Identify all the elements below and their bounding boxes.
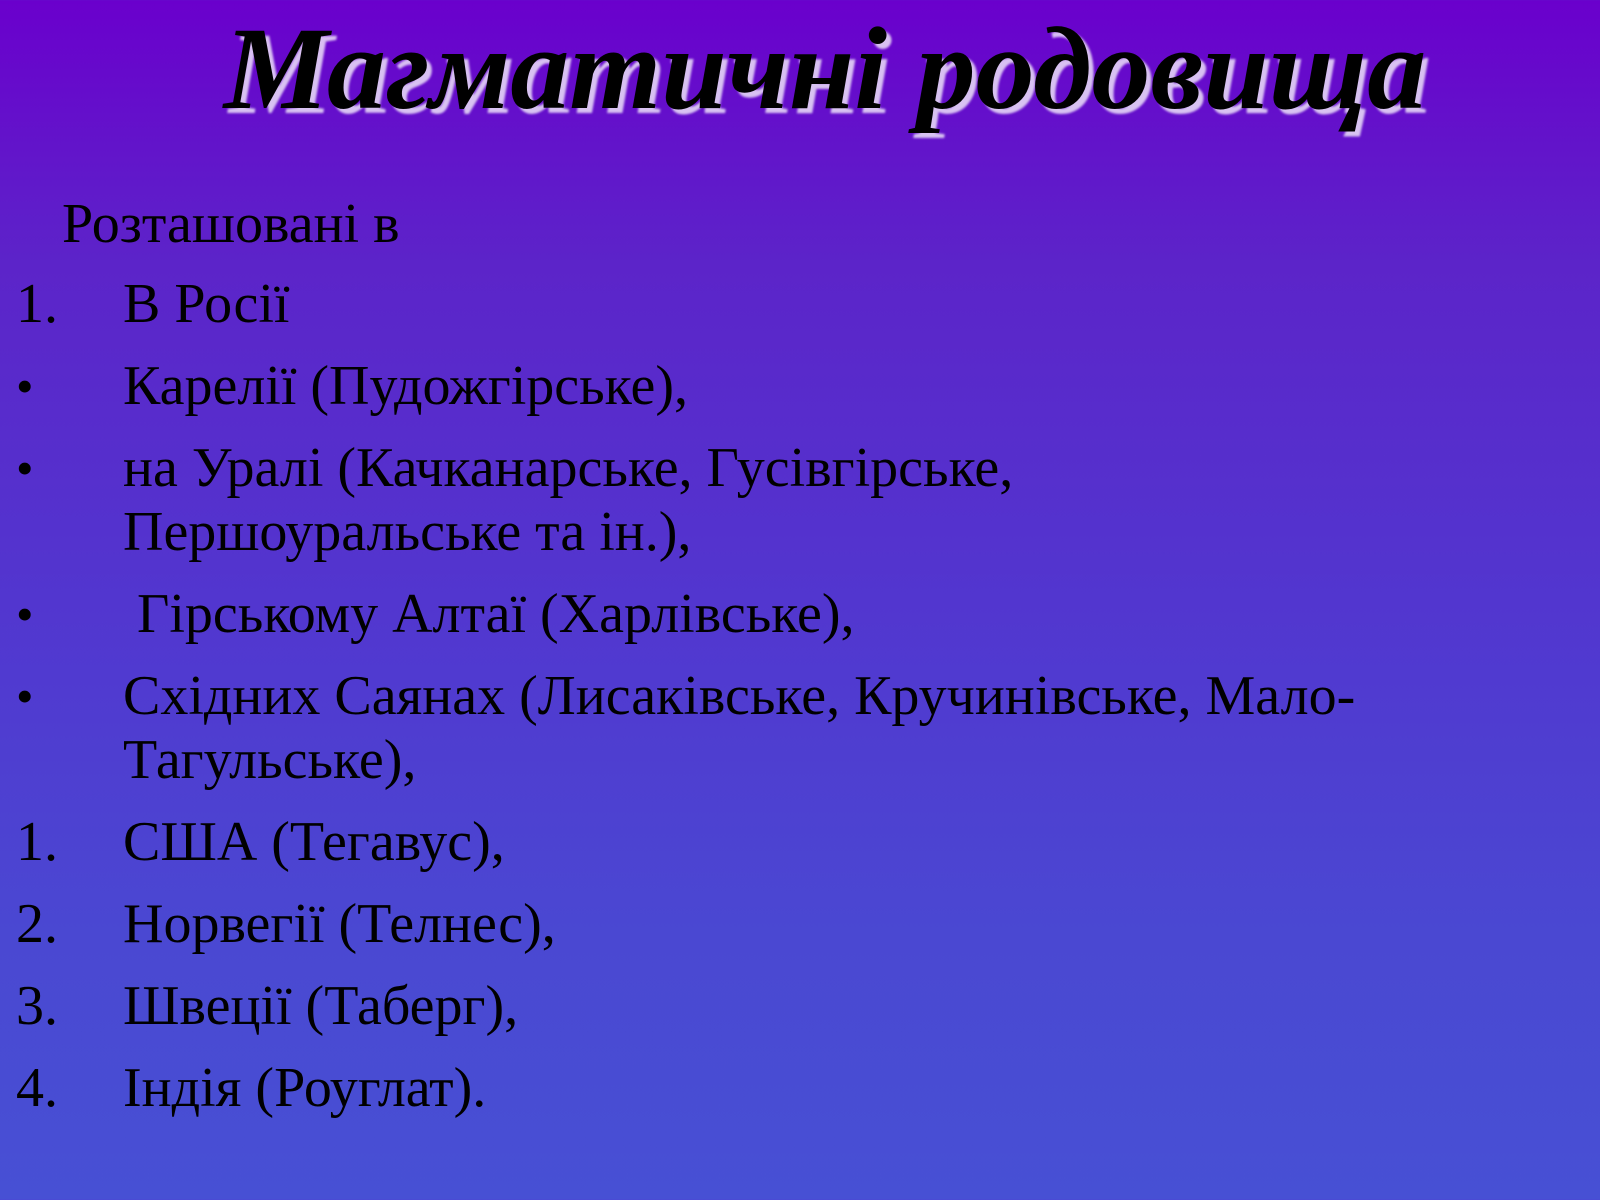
list-item-text bbox=[123, 974, 1563, 1038]
list-item-text bbox=[123, 892, 1563, 956]
list-item-text bbox=[123, 1056, 1563, 1120]
list-marker: 1. bbox=[16, 273, 58, 335]
list-item-text bbox=[123, 810, 1563, 874]
list-item-line: В Росії bbox=[123, 273, 290, 335]
list-item-line: Карелії (Пудожгірське), bbox=[123, 355, 688, 417]
list-item-text bbox=[123, 582, 1563, 646]
list-item-line: Східних Саянах (Лисаківське, Кручинівське, Мало- bbox=[123, 665, 1356, 727]
bullet-marker: • bbox=[16, 668, 34, 724]
bullet-marker: • bbox=[16, 358, 34, 414]
intro-text: Розташовані в bbox=[62, 193, 400, 255]
list-item-line: США (Тегавус), bbox=[123, 811, 505, 873]
list-item-line: Гірському Алтаї (Харлівське), bbox=[123, 583, 855, 645]
list-item-text bbox=[123, 436, 1563, 564]
list-item-text bbox=[123, 354, 1563, 418]
list-item-text bbox=[123, 272, 1563, 336]
list-marker: 3. bbox=[16, 975, 58, 1037]
list-marker: 1. bbox=[16, 811, 58, 873]
list-item-line: на Уралі (Качканарське, Гусівгірське, bbox=[123, 437, 1014, 499]
bullet-marker: • bbox=[16, 440, 34, 496]
list-item-line: Тагульське), bbox=[123, 729, 417, 791]
list-item-line: Норвегії (Телнес), bbox=[123, 893, 556, 955]
list-item-line: Першоуральське та ін.), bbox=[123, 501, 692, 563]
bullet-marker: • bbox=[16, 586, 34, 642]
slide-title: Магматичні родовища bbox=[223, 3, 1427, 134]
list-item-text bbox=[123, 664, 1563, 792]
list-item-line: Індія (Роуглат). bbox=[123, 1057, 487, 1119]
list-marker: 4. bbox=[16, 1057, 58, 1119]
list-marker: 2. bbox=[16, 893, 58, 955]
list-item-line: Швеції (Таберг), bbox=[123, 975, 519, 1037]
